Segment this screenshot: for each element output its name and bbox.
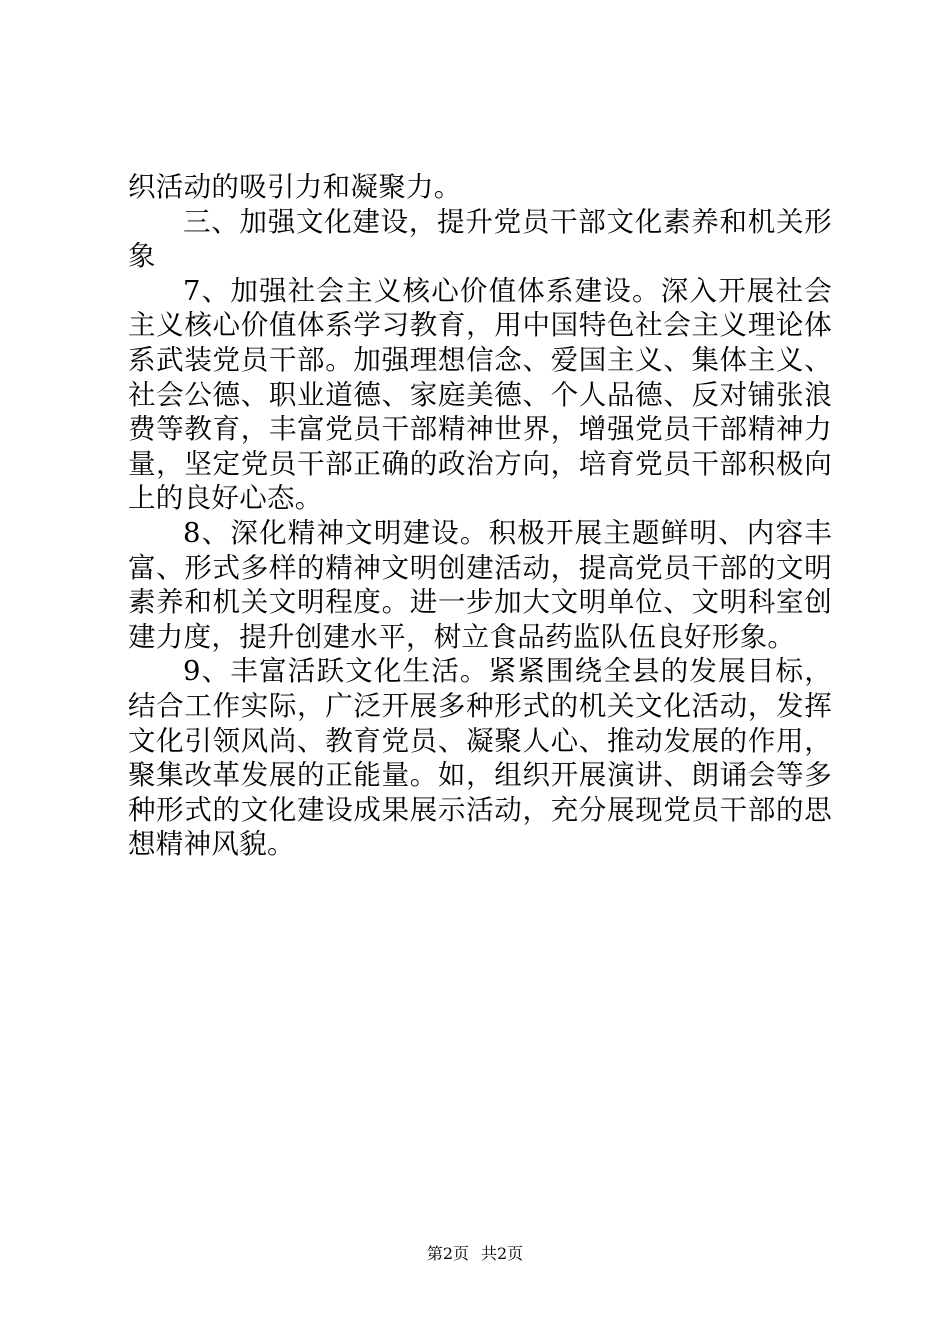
paragraph-continuation: 织活动的吸引力和凝聚力。 bbox=[128, 171, 462, 203]
page-number-current: 第2页 bbox=[426, 1244, 469, 1263]
document-body bbox=[128, 170, 832, 862]
page-footer bbox=[0, 1244, 950, 1264]
page-number-total: 共2页 bbox=[481, 1244, 524, 1263]
paragraph-item-9: 9、丰富活跃文化生活。紧紧围绕全县的发展目标，结合工作实际，广泛开展多种形式的机关文化活动，发挥文化引领风尚、教育党员、凝聚人心、推动发展的作用，聚集改革发展的正能量。如，组织开展演讲、朗诵会等多种形式的文化建设成果展示活动，充分展现党员干部的思想精神风貌。 bbox=[128, 655, 832, 861]
paragraph-item-7: 7、加强社会主义核心价值体系建设。深入开展社会主义核心价值体系学习教育，用中国特色社会主义理论体系武装党员干部。加强理想信念、爱国主义、集体主义、社会公德、职业道德、家庭美德、个人品德、反对铺张浪费等教育，丰富党员干部精神世界，增强党员干部精神力量，坚定党员干部正确的政治方向，培育党员干部积极向上的良好心态。 bbox=[128, 274, 832, 515]
section-heading: 三、加强文化建设，提升党员干部文化素养和机关形象 bbox=[128, 205, 832, 273]
paragraph-item-8: 8、深化精神文明建设。积极开展主题鲜明、内容丰富、形式多样的精神文明创建活动，提高党员干部的文明素养和机关文明程度。进一步加大文明单位、文明科室创建力度，提升创建水平，树立食品药监队伍良好形象。 bbox=[128, 516, 832, 653]
